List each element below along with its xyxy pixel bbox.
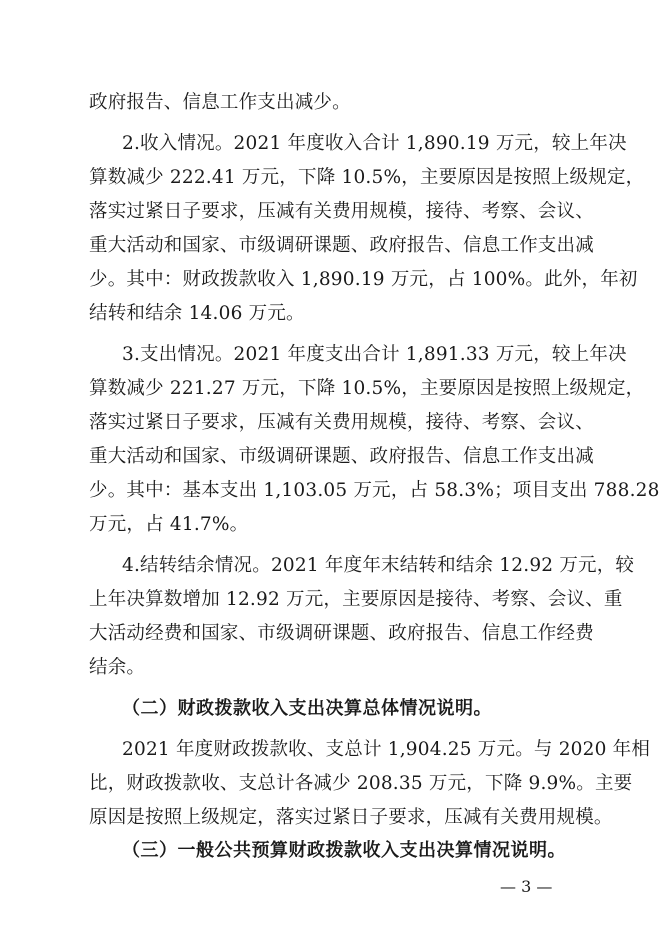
text-line: 算数减少 222.41 万元，下降 10.5%，主要原因是按照上级规定， xyxy=(89,167,645,188)
text-line: 少。其中：基本支出 1,103.05 万元，占 58.3%；项目支出 788.28 xyxy=(89,480,660,501)
text-line: 大活动经费和国家、市级调研课题、政府报告、信息工作经费 xyxy=(89,623,594,644)
text-line: 上年决算数增加 12.92 万元，主要原因是接待、考察、会议、重 xyxy=(89,589,623,610)
section-heading: （三）一般公共预算财政拨款收入支出决算情况说明。 xyxy=(122,840,566,861)
text-line: 落实过紧日子要求，压减有关费用规模，接待、考察、会议、 xyxy=(89,412,594,433)
text-line: 万元，占 41.7%。 xyxy=(89,514,249,535)
text-line: 4.结转结余情况。2021 年度年末结转和结余 12.92 万元，较 xyxy=(122,555,635,576)
text-line: 政府报告、信息工作支出减少。 xyxy=(89,92,351,113)
text-line: 3.支出情况。2021 年度支出合计 1,891.33 万元，较上年决 xyxy=(122,344,627,365)
text-line: 原因是按照上级规定，落实过紧日子要求，压减有关费用规模。 xyxy=(89,807,613,828)
text-line: 2021 年度财政拨款收、支总计 1,904.25 万元。与 2020 年相 xyxy=(122,739,651,760)
text-line: 少。其中：财政拨款收入 1,890.19 万元，占 100%。此外，年初 xyxy=(89,269,638,290)
text-line: 重大活动和国家、市级调研课题、政府报告、信息工作支出减 xyxy=(89,235,594,256)
text-line: 重大活动和国家、市级调研课题、政府报告、信息工作支出减 xyxy=(89,446,594,467)
text-line: 2.收入情况。2021 年度收入合计 1,890.19 万元，较上年决 xyxy=(122,133,627,154)
text-line: 落实过紧日子要求，压减有关费用规模，接待、考察、会议、 xyxy=(89,201,594,222)
text-line: 结余。 xyxy=(89,657,146,678)
text-line: 算数减少 221.27 万元，下降 10.5%，主要原因是按照上级规定， xyxy=(89,378,645,399)
text-line: 结转和结余 14.06 万元。 xyxy=(89,303,305,324)
section-heading: （二）财政拨款收入支出决算总体情况说明。 xyxy=(122,698,492,719)
text-line: 比，财政拨款收、支总计各减少 208.35 万元，下降 9.9%。主要 xyxy=(89,773,633,794)
page-number: — 3 — xyxy=(500,877,553,896)
